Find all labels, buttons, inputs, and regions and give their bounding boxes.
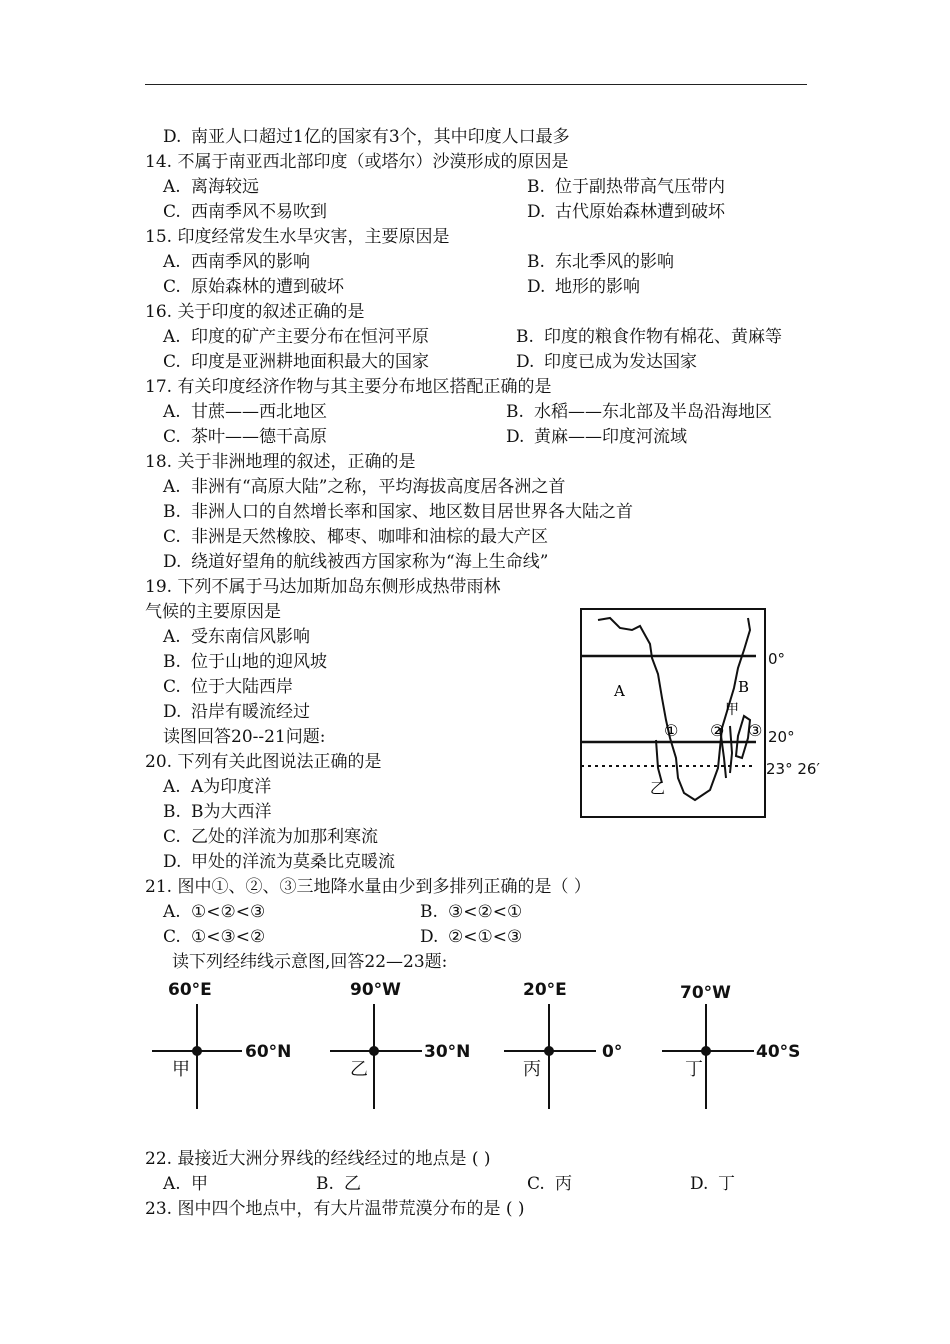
q17-option-b: B. 水稻——东北部及半岛沿海地区 bbox=[506, 402, 772, 422]
grid-4-lon-label: 70°W bbox=[680, 983, 731, 1003]
q17-option-d: D. 黄麻——印度河流域 bbox=[506, 427, 687, 447]
grid-3-name: 丙 bbox=[523, 1059, 541, 1080]
q22-option-b: B. 乙 bbox=[316, 1174, 361, 1194]
q14-option-a: A. 离海较远 bbox=[163, 177, 259, 197]
yi-current-arrow bbox=[656, 740, 662, 783]
q15-stem: 15. 印度经常发生水旱灾害，主要原因是 bbox=[145, 227, 450, 247]
q16-option-a: A. 印度的矿产主要分布在恒河平原 bbox=[163, 327, 429, 347]
grid-4-lat-label: 40°S bbox=[756, 1042, 801, 1062]
point-1-label: ① bbox=[664, 721, 679, 740]
q23-stem: 23. 图中四个地点中，有大片温带荒漠分布的是 ( ) bbox=[145, 1199, 525, 1219]
q14-option-b: B. 位于副热带高气压带内 bbox=[527, 177, 725, 197]
q21-option-c: C. ①<③<② bbox=[163, 927, 266, 947]
q16-option-d: D. 印度已成为发达国家 bbox=[516, 352, 697, 372]
q16-stem: 16. 关于印度的叙述正确的是 bbox=[145, 302, 365, 322]
grid-4-name: 丁 bbox=[685, 1059, 703, 1080]
q15-option-d: D. 地形的影响 bbox=[527, 277, 640, 297]
east-current-arrow bbox=[730, 726, 732, 773]
grid-3-lon-label: 20°E bbox=[523, 980, 567, 1000]
q19-option-c: C. 位于大陆西岸 bbox=[163, 677, 293, 697]
grid-2-lon-label: 90°W bbox=[350, 980, 401, 1000]
q16-option-c: C. 印度是亚洲耕地面积最大的国家 bbox=[163, 352, 429, 372]
q15-option-c: C. 原始森林的遭到破坏 bbox=[163, 277, 344, 297]
q20-stem: 20. 下列有关此图说法正确的是 bbox=[145, 752, 382, 772]
jia-label: 甲 bbox=[725, 702, 739, 718]
ocean-a-label: A bbox=[614, 682, 625, 700]
grid-2-point bbox=[369, 1046, 379, 1056]
q20-option-a: A. A为印度洋 bbox=[163, 777, 272, 797]
grid-3-lat-label: 0° bbox=[602, 1042, 623, 1062]
map-lat-20-label: 20° bbox=[768, 728, 795, 746]
point-3-label: ③ bbox=[748, 721, 763, 740]
q18-option-c: C. 非洲是天然橡胶、椰枣、咖啡和油棕的最大产区 bbox=[163, 527, 548, 547]
grid-2-meridian bbox=[373, 1004, 375, 1109]
grid-1-meridian bbox=[196, 1004, 198, 1109]
q19-option-d: D. 沿岸有暖流经过 bbox=[163, 702, 310, 722]
q14-option-d: D. 古代原始森林遭到破坏 bbox=[527, 202, 725, 222]
grid-1-point bbox=[192, 1046, 202, 1056]
point-2-label: ② bbox=[710, 721, 725, 740]
q17-option-c: C. 茶叶——德干高原 bbox=[163, 427, 327, 447]
q18-stem: 18. 关于非洲地理的叙述，正确的是 bbox=[145, 452, 416, 472]
read-instruction-22-23: 读下列经纬线示意图,回答22—23题: bbox=[172, 952, 448, 972]
map-lat-23-label: 23° 26′ bbox=[766, 760, 820, 778]
q20-option-d: D. 甲处的洋流为莫桑比克暖流 bbox=[163, 852, 395, 872]
map-lat-0-label: 0° bbox=[768, 650, 786, 668]
q22-option-d: D. 丁 bbox=[690, 1174, 735, 1194]
q22-option-a: A. 甲 bbox=[163, 1174, 208, 1194]
grid-1-name: 甲 bbox=[172, 1059, 190, 1080]
q14-stem: 14. 不属于南亚西北部印度（或塔尔）沙漠形成的原因是 bbox=[145, 152, 569, 172]
grid-3-meridian bbox=[548, 1004, 550, 1109]
q15-option-b: B. 东北季风的影响 bbox=[527, 252, 674, 272]
grid-1-lat-label: 60°N bbox=[245, 1042, 292, 1062]
q19-stem-line2: 气候的主要原因是 bbox=[145, 602, 281, 622]
grid-1-lon-label: 60°E bbox=[168, 980, 212, 1000]
grid-2-lat-label: 30°N bbox=[424, 1042, 471, 1062]
q21-option-b: B. ③<②<① bbox=[420, 902, 523, 922]
grid-4-meridian bbox=[705, 1004, 707, 1109]
q21-stem: 21. 图中①、②、③三地降水量由少到多排列正确的是（ ） bbox=[145, 877, 591, 897]
q13-option-d: D. 南亚人口超过1亿的国家有3个，其中印度人口最多 bbox=[163, 127, 570, 147]
q17-stem: 17. 有关印度经济作物与其主要分布地区搭配正确的是 bbox=[145, 377, 552, 397]
ocean-b-label: B bbox=[738, 678, 750, 696]
q21-option-d: D. ②<①<③ bbox=[420, 927, 523, 947]
read-instruction-20-21: 读图回答20--21问题: bbox=[163, 727, 326, 747]
q20-option-b: B. B为大西洋 bbox=[163, 802, 272, 822]
q19-stem-line1: 19. 下列不属于马达加斯加岛东侧形成热带雨林 bbox=[145, 577, 501, 597]
grid-3-point bbox=[544, 1046, 554, 1056]
q19-option-b: B. 位于山地的迎风坡 bbox=[163, 652, 327, 672]
q20-option-c: C. 乙处的洋流为加那利寒流 bbox=[163, 827, 378, 847]
q18-option-a: A. 非洲有“高原大陆”之称，平均海拔高度居各洲之首 bbox=[163, 477, 566, 497]
q14-option-c: C. 西南季风不易吹到 bbox=[163, 202, 327, 222]
yi-label: 乙 bbox=[650, 779, 666, 797]
q16-option-b: B. 印度的粮食作物有棉花、黄麻等 bbox=[516, 327, 782, 347]
africa-map bbox=[580, 608, 766, 818]
grid-2-name: 乙 bbox=[350, 1059, 368, 1080]
q15-option-a: A. 西南季风的影响 bbox=[163, 252, 310, 272]
q19-option-a: A. 受东南信风影响 bbox=[163, 627, 310, 647]
q18-option-d: D. 绕道好望角的航线被西方国家称为“海上生命线” bbox=[163, 552, 549, 572]
q18-option-b: B. 非洲人口的自然增长率和国家、地区数目居世界各大陆之首 bbox=[163, 502, 633, 522]
q21-option-a: A. ①<②<③ bbox=[163, 902, 266, 922]
q22-option-c: C. 丙 bbox=[527, 1174, 572, 1194]
q17-option-a: A. 甘蔗——西北地区 bbox=[163, 402, 327, 422]
header-rule bbox=[145, 84, 807, 85]
q22-stem: 22. 最接近大洲分界线的经线经过的地点是 ( ) bbox=[145, 1149, 491, 1169]
